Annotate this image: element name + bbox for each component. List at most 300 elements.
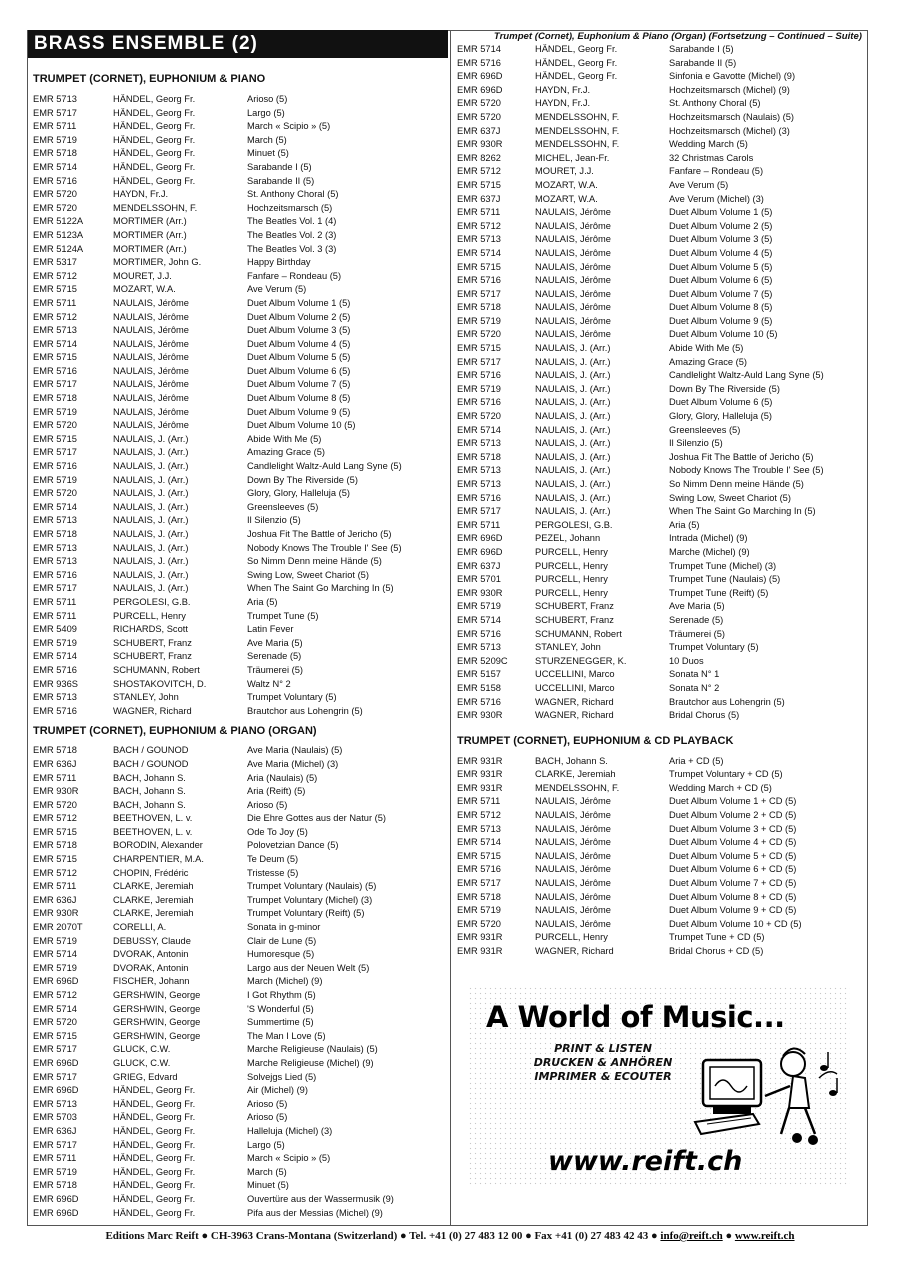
catalog-number: EMR 5711 bbox=[33, 610, 77, 621]
catalog-number: EMR 5713 bbox=[457, 465, 501, 476]
catalog-row bbox=[452, 193, 866, 207]
catalog-row bbox=[28, 215, 448, 229]
catalog-number: EMR 5713 bbox=[457, 234, 501, 245]
composer: NAULAIS, J. (Arr.) bbox=[535, 343, 611, 354]
work-title: Glory, Glory, Halleluja (5) bbox=[669, 411, 772, 422]
catalog-number: EMR 5720 bbox=[457, 98, 501, 109]
composer: NAULAIS, Jérôme bbox=[535, 207, 611, 218]
catalog-row bbox=[28, 365, 448, 379]
catalog-row bbox=[28, 1139, 448, 1153]
section-title-organ: TRUMPET (CORNET), EUPHONIUM & PIANO (ORGAN) bbox=[33, 725, 317, 738]
work-title: Duet Album Volume 9 (5) bbox=[669, 315, 773, 326]
catalog-number: EMR 5719 bbox=[457, 383, 501, 394]
composer: NAULAIS, Jérôme bbox=[535, 275, 611, 286]
catalog-row bbox=[452, 877, 866, 891]
composer: HÄNDEL, Georg Fr. bbox=[113, 1153, 196, 1164]
composer: GRIEG, Edvard bbox=[113, 1071, 178, 1082]
composer: NAULAIS, Jérôme bbox=[535, 864, 611, 875]
work-title: Duet Album Volume 4 (5) bbox=[669, 247, 773, 258]
catalog-row bbox=[28, 161, 448, 175]
work-title: Aria + CD (5) bbox=[669, 755, 724, 766]
catalog-number: EMR 930R bbox=[457, 139, 503, 150]
composer: WAGNER, Richard bbox=[535, 710, 614, 721]
composer: HAYDN, Fr.J. bbox=[535, 84, 591, 95]
catalog-row bbox=[28, 93, 448, 107]
catalog-number: EMR 5716 bbox=[33, 365, 77, 376]
catalog-row bbox=[28, 799, 448, 813]
catalog-number: EMR 5124A bbox=[33, 243, 84, 254]
catalog-number: EMR 637J bbox=[457, 560, 501, 571]
catalog-number: EMR 5719 bbox=[33, 962, 77, 973]
left-column bbox=[28, 30, 448, 1220]
work-title: Trumpet Voluntary + CD (5) bbox=[669, 769, 783, 780]
composer: CHARPENTIER, M.A. bbox=[113, 854, 204, 865]
composer: NAULAIS, J. (Arr.) bbox=[113, 447, 189, 458]
catalog-number: EMR 5718 bbox=[457, 302, 501, 313]
composer: MENDELSSOHN, F. bbox=[535, 125, 620, 136]
work-title: Trumpet Voluntary (5) bbox=[247, 692, 337, 703]
composer: NAULAIS, Jérôme bbox=[113, 406, 189, 417]
work-title: Ave Verum (Michel) (3) bbox=[669, 193, 764, 204]
catalog-row bbox=[28, 270, 448, 284]
catalog-number: EMR 696D bbox=[33, 976, 79, 987]
ad-line-2: DRUCKEN & ANHÖREN bbox=[533, 1056, 673, 1069]
composer: HÄNDEL, Georg Fr. bbox=[113, 1139, 196, 1150]
catalog-number: EMR 5718 bbox=[33, 148, 77, 159]
composer: NAULAIS, J. (Arr.) bbox=[535, 397, 611, 408]
catalog-number: EMR 696D bbox=[33, 1193, 79, 1204]
composer: HÄNDEL, Georg Fr. bbox=[113, 134, 196, 145]
composer: HÄNDEL, Georg Fr. bbox=[113, 1166, 196, 1177]
catalog-number: EMR 5713 bbox=[33, 325, 77, 336]
catalog-number: EMR 5712 bbox=[33, 867, 77, 878]
composer: PERGOLESI, G.B. bbox=[535, 519, 613, 530]
catalog-row bbox=[28, 1030, 448, 1044]
composer: NAULAIS, J. (Arr.) bbox=[535, 424, 611, 435]
work-title: Marche (Michel) (9) bbox=[669, 546, 750, 557]
catalog-row bbox=[28, 1071, 448, 1085]
composer: CHOPIN, Frédéric bbox=[113, 867, 189, 878]
catalog-number: EMR 930R bbox=[33, 786, 79, 797]
catalog-row bbox=[452, 478, 866, 492]
catalog-row bbox=[452, 410, 866, 424]
catalog-number: EMR 5717 bbox=[33, 379, 77, 390]
composer: SCHUBERT, Franz bbox=[535, 614, 614, 625]
catalog-number: EMR 5720 bbox=[33, 1017, 77, 1028]
composer: HÄNDEL, Georg Fr. bbox=[535, 44, 618, 54]
catalog-number: EMR 931R bbox=[457, 769, 503, 780]
composer: NAULAIS, Jérôme bbox=[113, 393, 189, 404]
catalog-number: EMR 5720 bbox=[33, 488, 77, 499]
catalog-number: EMR 5719 bbox=[457, 315, 501, 326]
catalog-number: EMR 5720 bbox=[457, 918, 501, 929]
composer: NAULAIS, Jérôme bbox=[113, 311, 189, 322]
work-title: Pifa aus der Messias (Michel) (9) bbox=[247, 1207, 383, 1218]
work-title: Duet Album Volume 3 (5) bbox=[247, 325, 351, 336]
catalog-number: EMR 5717 bbox=[457, 356, 501, 367]
footer bbox=[0, 1230, 900, 1242]
catalog-number: EMR 5715 bbox=[33, 352, 77, 363]
composer: BACH, Johann S. bbox=[113, 772, 186, 783]
composer: CORELLI, A. bbox=[113, 922, 167, 933]
catalog-number: EMR 5713 bbox=[457, 642, 501, 653]
catalog-row bbox=[28, 460, 448, 474]
work-title: Greensleeves (5) bbox=[669, 424, 741, 435]
catalog-number: EMR 930R bbox=[457, 587, 503, 598]
catalog-row bbox=[452, 696, 866, 710]
composer: NAULAIS, J. (Arr.) bbox=[535, 465, 611, 476]
catalog-row bbox=[452, 863, 866, 877]
catalog-number: EMR 696D bbox=[457, 533, 503, 544]
catalog-row bbox=[28, 744, 448, 758]
catalog-number: EMR 5712 bbox=[33, 813, 77, 824]
catalog-list-cd bbox=[452, 755, 866, 959]
right-column bbox=[452, 30, 866, 959]
catalog-number: EMR 5716 bbox=[33, 461, 77, 472]
work-title: Glory, Glory, Halleluja (5) bbox=[247, 488, 350, 499]
composer: MOURET, J.J. bbox=[535, 166, 594, 177]
composer: MENDELSSOHN, F. bbox=[535, 782, 620, 793]
catalog-number: EMR 5711 bbox=[33, 596, 77, 607]
work-title: Arioso (5) bbox=[247, 1098, 288, 1109]
work-title: Largo (5) bbox=[247, 1139, 285, 1150]
catalog-row bbox=[28, 989, 448, 1003]
composer: NAULAIS, Jérôme bbox=[535, 315, 611, 326]
composer: SHOSTAKOVITCH, D. bbox=[113, 678, 207, 689]
work-title: Down By The Riverside (5) bbox=[247, 474, 358, 485]
work-title: 'S Wonderful (5) bbox=[247, 1003, 314, 1014]
catalog-number: EMR 696D bbox=[33, 1085, 79, 1096]
work-title: Clair de Lune (5) bbox=[247, 935, 317, 946]
catalog-row bbox=[28, 772, 448, 786]
catalog-row bbox=[452, 628, 866, 642]
work-title: Abide With Me (5) bbox=[247, 433, 322, 444]
catalog-row bbox=[28, 867, 448, 881]
catalog-number: EMR 5714 bbox=[33, 161, 77, 172]
composer: HÄNDEL, Georg Fr. bbox=[113, 107, 196, 118]
catalog-row bbox=[28, 935, 448, 949]
catalog-number: EMR 5717 bbox=[33, 1139, 77, 1150]
work-title: March (5) bbox=[247, 1166, 287, 1177]
composer: UCCELLINI, Marco bbox=[535, 682, 615, 693]
catalog-row bbox=[28, 839, 448, 853]
catalog-row bbox=[28, 175, 448, 189]
composer: MORTIMER (Arr.) bbox=[113, 243, 187, 254]
catalog-row bbox=[452, 918, 866, 932]
composer: NAULAIS, Jérôme bbox=[535, 837, 611, 848]
work-title: Down By The Riverside (5) bbox=[669, 383, 780, 394]
catalog-number: EMR 696D bbox=[33, 1207, 79, 1218]
work-title: The Beatles Vol. 1 (4) bbox=[247, 216, 337, 227]
work-title: Aria (5) bbox=[247, 596, 278, 607]
ad-taglines bbox=[523, 1042, 683, 1084]
composer: HÄNDEL, Georg Fr. bbox=[113, 121, 196, 132]
catalog-number: EMR 5719 bbox=[33, 474, 77, 485]
work-title: Duet Album Volume 1 + CD (5) bbox=[669, 796, 797, 807]
composer: HÄNDEL, Georg Fr. bbox=[113, 161, 196, 172]
work-title: Trumpet Tune (Michel) (3) bbox=[669, 560, 777, 571]
work-title: Ouvertüre aus der Wassermusik (9) bbox=[247, 1193, 394, 1204]
work-title: March « Scipio » (5) bbox=[247, 121, 331, 132]
catalog-number: EMR 5717 bbox=[33, 1071, 77, 1082]
catalog-number: EMR 5712 bbox=[33, 270, 77, 281]
composer: NAULAIS, Jérôme bbox=[535, 288, 611, 299]
composer: NAULAIS, J. (Arr.) bbox=[535, 383, 611, 394]
catalog-number: EMR 5712 bbox=[457, 810, 501, 821]
catalog-row bbox=[452, 261, 866, 275]
composer: MENDELSSOHN, F. bbox=[113, 202, 198, 213]
composer: NAULAIS, J. (Arr.) bbox=[113, 556, 189, 567]
catalog-number: EMR 5719 bbox=[33, 1166, 77, 1177]
composer: NAULAIS, J. (Arr.) bbox=[535, 411, 611, 422]
catalog-row bbox=[452, 220, 866, 234]
catalog-number: EMR 5718 bbox=[33, 745, 77, 756]
catalog-number: EMR 5717 bbox=[33, 583, 77, 594]
work-title: Duet Album Volume 4 + CD (5) bbox=[669, 837, 797, 848]
work-title: Solvejgs Lied (5) bbox=[247, 1071, 317, 1082]
section-title-cd: TRUMPET (CORNET), EUPHONIUM & CD PLAYBACK bbox=[457, 734, 734, 747]
catalog-number: EMR 5713 bbox=[33, 692, 77, 703]
catalog-row bbox=[452, 823, 866, 837]
work-title: Duet Album Volume 6 + CD (5) bbox=[669, 864, 797, 875]
catalog-row bbox=[28, 229, 448, 243]
composer: NAULAIS, Jérôme bbox=[113, 325, 189, 336]
catalog-row bbox=[452, 179, 866, 193]
catalog-row bbox=[452, 165, 866, 179]
composer: NAULAIS, Jérôme bbox=[535, 918, 611, 929]
catalog-row bbox=[452, 755, 866, 769]
work-title: Amazing Grace (5) bbox=[247, 447, 326, 458]
work-title: Swing Low, Sweet Chariot (5) bbox=[669, 492, 791, 503]
catalog-row bbox=[452, 668, 866, 682]
catalog-row bbox=[28, 1125, 448, 1139]
composer: NAULAIS, J. (Arr.) bbox=[113, 488, 189, 499]
catalog-row bbox=[28, 691, 448, 705]
catalog-row bbox=[28, 1179, 448, 1193]
catalog-number: EMR 5158 bbox=[457, 682, 501, 693]
composer: NAULAIS, Jérôme bbox=[113, 338, 189, 349]
catalog-number: EMR 5715 bbox=[457, 179, 501, 190]
work-title: Hochzeitsmarsch (5) bbox=[247, 202, 333, 213]
catalog-row bbox=[28, 1207, 448, 1221]
catalog-number: EMR 5720 bbox=[457, 111, 501, 122]
catalog-number: EMR 5714 bbox=[33, 949, 77, 960]
work-title: Duet Album Volume 9 + CD (5) bbox=[669, 905, 797, 916]
work-title: Arioso (5) bbox=[247, 799, 288, 810]
work-title: Die Ehre Gottes aus der Natur (5) bbox=[247, 813, 386, 824]
catalog-row bbox=[28, 596, 448, 610]
composer: CLARKE, Jeremiah bbox=[113, 908, 194, 919]
composer: HÄNDEL, Georg Fr. bbox=[113, 175, 196, 186]
catalog-row bbox=[28, 812, 448, 826]
footer-website-link[interactable]: www.reift.ch bbox=[734, 1230, 795, 1242]
page-title: BRASS ENSEMBLE (2) bbox=[28, 30, 448, 58]
composer: GERSHWIN, George bbox=[113, 990, 201, 1000]
catalog-number: EMR 5716 bbox=[457, 57, 501, 68]
catalog-row bbox=[28, 446, 448, 460]
catalog-row bbox=[28, 853, 448, 867]
work-title: Träumerei (5) bbox=[669, 628, 725, 639]
catalog-number: EMR 5719 bbox=[457, 601, 501, 612]
catalog-row bbox=[28, 120, 448, 134]
computer-musician-illustration-icon bbox=[693, 1038, 843, 1148]
catalog-number: EMR 5712 bbox=[457, 220, 501, 231]
catalog-row bbox=[28, 528, 448, 542]
catalog-row bbox=[28, 555, 448, 569]
work-title: Trumpet Tune + CD (5) bbox=[669, 932, 765, 943]
catalog-number: EMR 696D bbox=[457, 84, 503, 95]
catalog-number: EMR 696D bbox=[457, 546, 503, 557]
catalog-row bbox=[28, 256, 448, 270]
catalog-row bbox=[28, 962, 448, 976]
composer: HÄNDEL, Georg Fr. bbox=[535, 57, 618, 68]
catalog-number: EMR 5717 bbox=[457, 506, 501, 517]
composer: NAULAIS, Jérôme bbox=[535, 261, 611, 272]
catalog-number: EMR 930R bbox=[33, 908, 79, 919]
work-title: Sonata N° 2 bbox=[669, 682, 720, 693]
catalog-number: EMR 696D bbox=[33, 1057, 79, 1068]
composer: CLARKE, Jeremiah bbox=[535, 769, 616, 780]
work-title: Candlelight Waltz-Auld Lang Syne (5) bbox=[247, 461, 402, 472]
catalog-number: EMR 5714 bbox=[457, 614, 501, 625]
composer: NAULAIS, Jérôme bbox=[113, 420, 189, 431]
composer: DEBUSSY, Claude bbox=[113, 935, 191, 946]
work-title: March (5) bbox=[247, 134, 287, 145]
composer: UCCELLINI, Marco bbox=[535, 669, 615, 680]
catalog-row bbox=[28, 406, 448, 420]
ad-title: A World of Music... bbox=[486, 1000, 785, 1034]
catalog-number: EMR 5716 bbox=[457, 864, 501, 875]
catalog-number: EMR 5123A bbox=[33, 229, 84, 240]
work-title: When The Saint Go Marching In (5) bbox=[247, 583, 394, 594]
catalog-number: EMR 5718 bbox=[33, 840, 77, 851]
catalog-row bbox=[452, 152, 866, 166]
work-title: Duet Album Volume 8 (5) bbox=[669, 302, 773, 313]
work-title: Hochzeitsmarsch (Naulais) (5) bbox=[669, 111, 795, 122]
work-title: Sarabande II (5) bbox=[247, 175, 315, 186]
catalog-row bbox=[452, 57, 866, 71]
catalog-row bbox=[452, 288, 866, 302]
composer: GERSHWIN, George bbox=[113, 1030, 201, 1041]
catalog-row bbox=[452, 424, 866, 438]
catalog-row bbox=[28, 188, 448, 202]
catalog-number: EMR 5712 bbox=[33, 311, 77, 322]
catalog-number: EMR 5717 bbox=[457, 878, 501, 889]
catalog-number: EMR 5713 bbox=[33, 515, 77, 526]
composer: PURCELL, Henry bbox=[113, 610, 186, 621]
catalog-number: EMR 636J bbox=[33, 1125, 77, 1136]
composer: NAULAIS, J. (Arr.) bbox=[535, 370, 611, 381]
catalog-number: EMR 5715 bbox=[33, 284, 77, 295]
catalog-number: EMR 5714 bbox=[457, 247, 501, 258]
catalog-number: EMR 5715 bbox=[33, 433, 77, 444]
catalog-row bbox=[452, 328, 866, 342]
catalog-number: EMR 5719 bbox=[33, 935, 77, 946]
catalog-row bbox=[28, 907, 448, 921]
composer: NAULAIS, Jérôme bbox=[535, 234, 611, 245]
composer: NAULAIS, J. (Arr.) bbox=[535, 356, 611, 367]
work-title: Bridal Chorus + CD (5) bbox=[669, 946, 764, 956]
work-title: Duet Album Volume 7 (5) bbox=[247, 379, 351, 390]
work-title: Minuet (5) bbox=[247, 1180, 289, 1191]
catalog-number: EMR 5719 bbox=[33, 134, 77, 145]
composer: BACH / GOUNOD bbox=[113, 745, 189, 756]
composer: HÄNDEL, Georg Fr. bbox=[113, 1193, 196, 1204]
work-title: Arioso (5) bbox=[247, 94, 288, 104]
catalog-number: EMR 931R bbox=[457, 782, 503, 793]
composer: NAULAIS, Jérôme bbox=[535, 823, 611, 834]
catalog-row bbox=[28, 582, 448, 596]
catalog-number: EMR 5716 bbox=[457, 696, 501, 707]
composer: SCHUBERT, Franz bbox=[113, 637, 192, 648]
footer-email-link[interactable]: info@reift.ch bbox=[660, 1230, 723, 1242]
continued-heading: Trumpet (Cornet), Euphonium & Piano (Organ) (Fortsetzung – Continued – Suite) bbox=[493, 31, 862, 42]
catalog-number: EMR 5718 bbox=[33, 529, 77, 539]
catalog-row bbox=[28, 758, 448, 772]
composer: HÄNDEL, Georg Fr. bbox=[113, 94, 196, 104]
catalog-number: EMR 5209C bbox=[457, 655, 508, 666]
catalog-number: EMR 5716 bbox=[33, 705, 77, 716]
work-title: Joshua Fit The Battle of Jericho (5) bbox=[247, 529, 392, 539]
composer: BORODIN, Alexander bbox=[113, 840, 203, 851]
catalog-row bbox=[452, 383, 866, 397]
composer: MOURET, J.J. bbox=[113, 270, 172, 281]
catalog-row bbox=[452, 342, 866, 356]
catalog-row bbox=[452, 356, 866, 370]
catalog-number: EMR 5718 bbox=[33, 393, 77, 404]
composer: NAULAIS, Jérôme bbox=[535, 905, 611, 916]
composer: SCHUBERT, Franz bbox=[535, 601, 614, 612]
work-title: Duet Album Volume 8 (5) bbox=[247, 393, 351, 404]
composer: MOZART, W.A. bbox=[113, 284, 176, 295]
composer: HÄNDEL, Georg Fr. bbox=[113, 1112, 196, 1123]
catalog-row bbox=[452, 891, 866, 905]
catalog-number: EMR 931R bbox=[457, 932, 503, 943]
catalog-row bbox=[28, 623, 448, 637]
catalog-number: EMR 5713 bbox=[33, 1098, 77, 1109]
catalog-number: EMR 5409 bbox=[33, 624, 77, 635]
catalog-row bbox=[452, 138, 866, 152]
section-title-piano: TRUMPET (CORNET), EUPHONIUM & PIANO bbox=[33, 73, 266, 85]
catalog-row bbox=[452, 84, 866, 98]
catalog-row bbox=[452, 505, 866, 519]
work-title: Greensleeves (5) bbox=[247, 501, 319, 512]
work-title: Il Silenzio (5) bbox=[247, 515, 301, 526]
work-title: Wedding March (5) bbox=[669, 139, 748, 150]
composer: BACH, Johann S. bbox=[113, 799, 186, 810]
work-title: 10 Duos bbox=[669, 655, 704, 666]
catalog-number: EMR 5712 bbox=[457, 166, 501, 177]
catalog-number: EMR 5712 bbox=[33, 990, 77, 1000]
composer: SCHUMANN, Robert bbox=[113, 664, 200, 675]
catalog-number: EMR 636J bbox=[33, 758, 77, 769]
catalog-number: EMR 5711 bbox=[33, 1153, 77, 1164]
work-title: Serenade (5) bbox=[247, 651, 302, 662]
catalog-row bbox=[452, 809, 866, 823]
composer: MOZART, W.A. bbox=[535, 179, 598, 190]
catalog-number: EMR 931R bbox=[457, 755, 503, 766]
composer: MORTIMER, John G. bbox=[113, 257, 202, 268]
composer: NAULAIS, Jérôme bbox=[113, 352, 189, 363]
work-title: Aria (Naulais) (5) bbox=[247, 772, 318, 783]
composer: BACH, Johann S. bbox=[535, 755, 608, 766]
catalog-row bbox=[28, 1003, 448, 1017]
work-title: So Nimm Denn meine Hände (5) bbox=[669, 479, 804, 489]
composer: NAULAIS, Jérôme bbox=[535, 302, 611, 313]
work-title: Largo (5) bbox=[247, 107, 285, 118]
composer: BACH, Johann S. bbox=[113, 786, 186, 797]
composer: GERSHWIN, George bbox=[113, 1017, 201, 1028]
